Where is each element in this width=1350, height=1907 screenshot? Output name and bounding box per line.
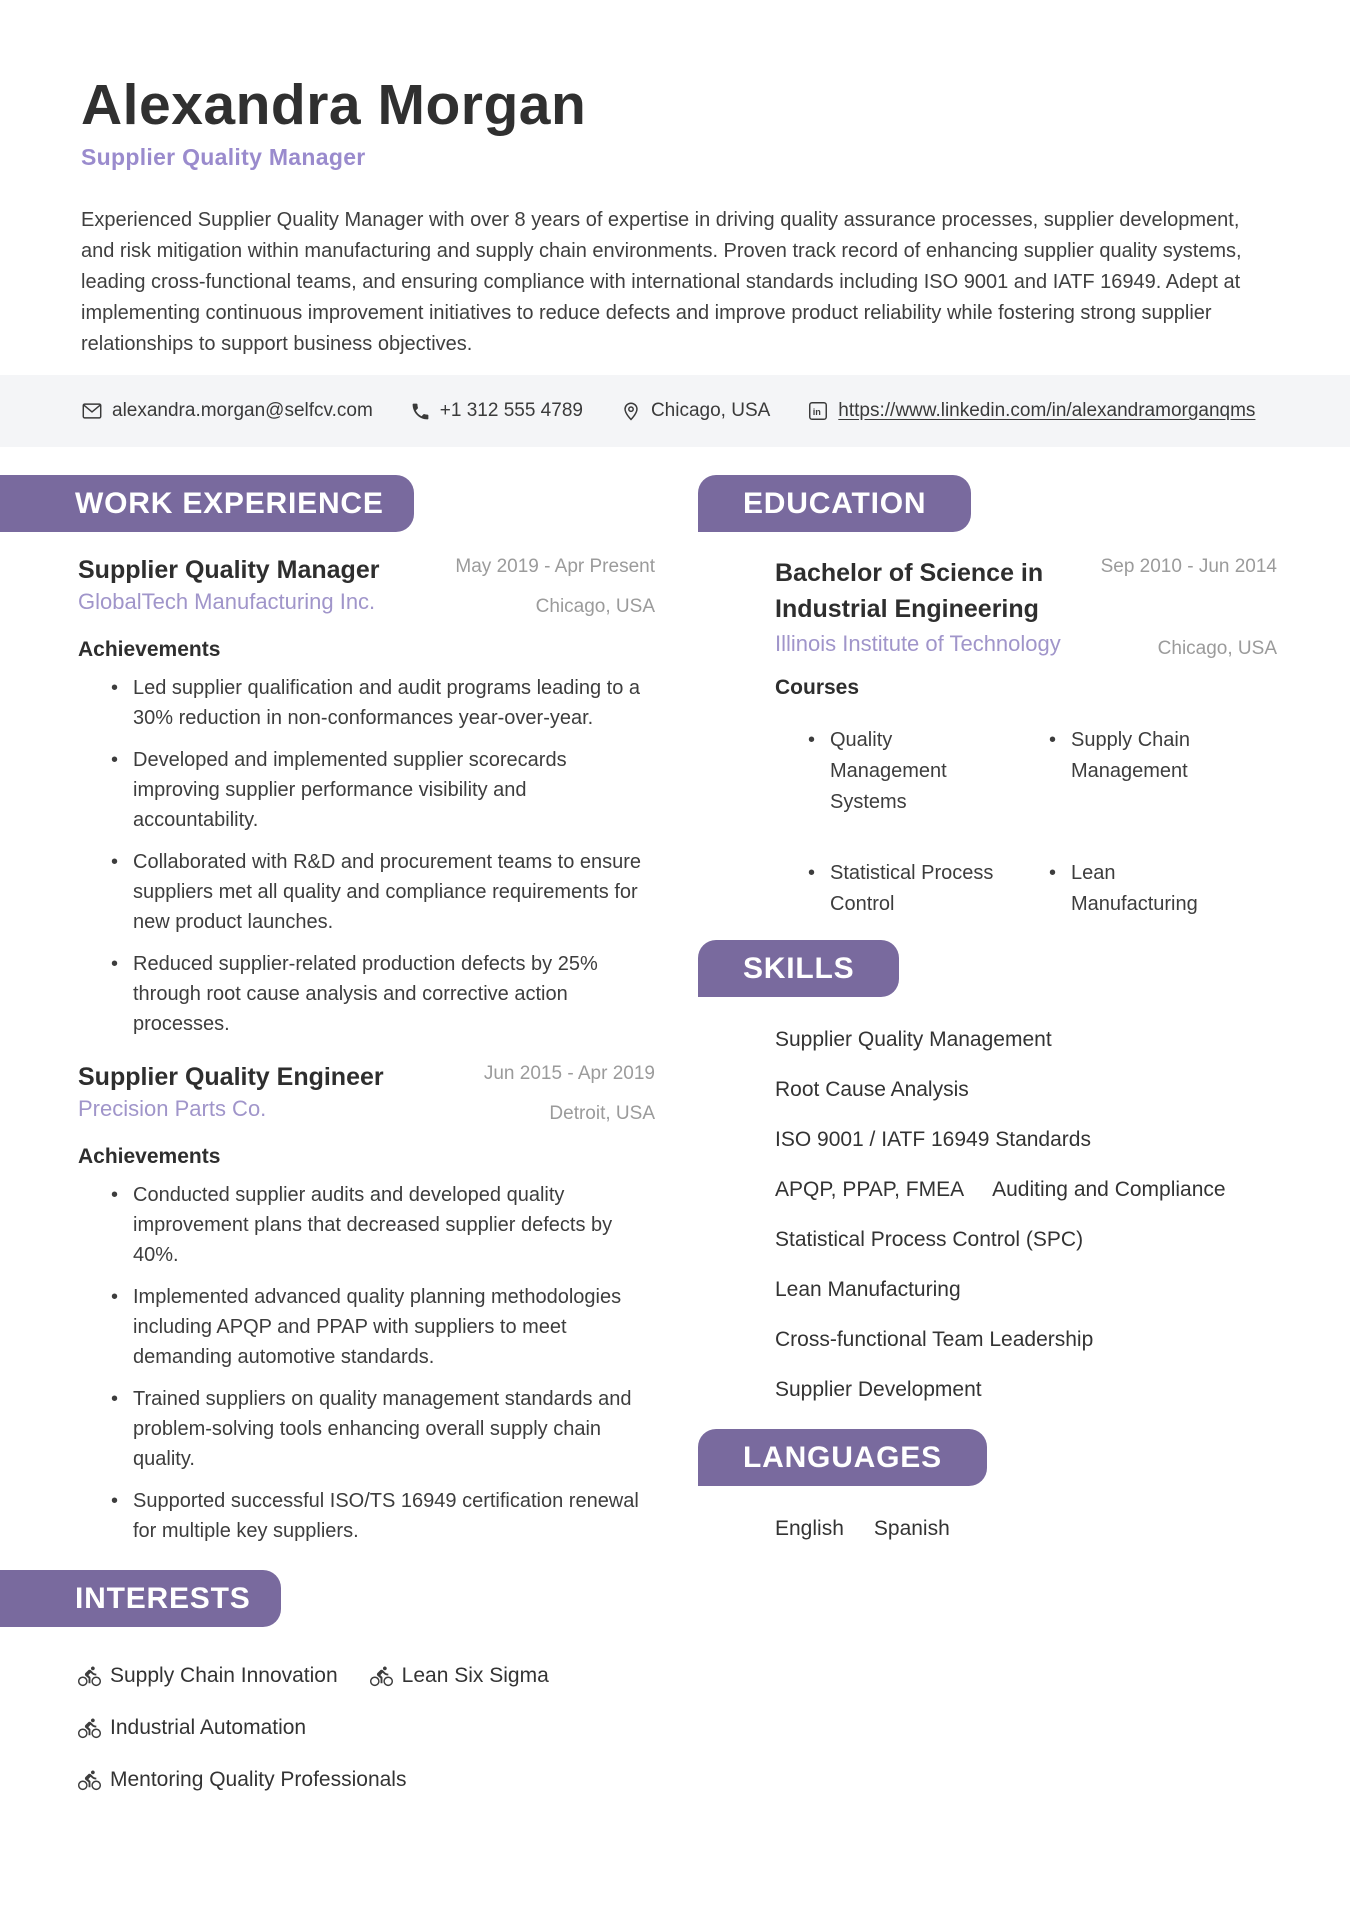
jobs	[0, 555, 655, 1546]
job-dates: Jun 2015 - Apr 2019	[483, 1063, 655, 1085]
skill-item: ISO 9001 / IATF 16949 Standards	[775, 1128, 1091, 1152]
job-meta	[455, 555, 655, 619]
map-pin-icon	[620, 400, 642, 422]
skill-row	[775, 1027, 1277, 1053]
person-name: Alexandra Morgan	[81, 73, 587, 137]
phone-icon	[410, 401, 431, 422]
skill-item: Auditing and Compliance	[992, 1178, 1226, 1202]
skill-item: Supplier Quality Management	[775, 1028, 1052, 1052]
contact-linkedin	[807, 400, 1255, 422]
cyclist-icon	[370, 1665, 393, 1688]
achievement-item: • Implemented advanced quality planning methodologies including APQP and PPAP with suppliers to meet demanding automotive standards.	[111, 1282, 655, 1372]
job-entry	[78, 1062, 655, 1546]
contact-email	[81, 400, 373, 422]
achievement-item: • Collaborated with R&D and procurement teams to ensure suppliers met all quality and compliance requirements for new product launches.	[111, 847, 655, 937]
skill-row	[775, 1227, 1277, 1253]
skill-row	[775, 1127, 1277, 1153]
skill-row	[775, 1077, 1277, 1103]
section-title-work-experience: WORK EXPERIENCE	[0, 475, 414, 532]
interest-label: Mentoring Quality Professionals	[110, 1768, 407, 1792]
interest-item	[78, 1715, 306, 1741]
envelope-icon	[81, 400, 103, 422]
course-item: • Supply Chain Management	[1049, 725, 1277, 818]
contact-location	[620, 400, 770, 422]
job-header	[78, 1062, 655, 1126]
section-title-education: EDUCATION	[698, 475, 971, 532]
job-main	[78, 1062, 384, 1126]
skill-item: APQP, PPAP, FMEA	[775, 1178, 965, 1202]
contact-phone-text: +1 312 555 4789	[439, 400, 583, 422]
cyclist-icon	[78, 1717, 101, 1740]
interest-item	[78, 1663, 338, 1689]
achievements-list	[78, 673, 655, 1039]
skills-list	[775, 1027, 1277, 1403]
section-title-skills: SKILLS	[698, 940, 899, 997]
job-company: GlobalTech Manufacturing Inc.	[78, 589, 376, 615]
skill-item: Supplier Development	[775, 1378, 982, 1402]
linkedin-icon	[807, 400, 829, 422]
skill-item: Cross-functional Team Leadership	[775, 1328, 1094, 1352]
job-title: Supplier Quality Engineer	[78, 1063, 384, 1092]
linkedin-link[interactable]: https://www.linkedin.com/in/alexandramorganqms	[838, 400, 1256, 422]
course-item: • Quality Management Systems	[808, 725, 1049, 818]
job-entry	[78, 555, 655, 1039]
cyclist-icon	[78, 1665, 101, 1688]
job-meta	[484, 1062, 655, 1126]
right-column	[698, 475, 1350, 1542]
skill-row	[775, 1177, 1277, 1203]
achievement-item: • Trained suppliers on quality management standards and problem-solving tools enhancing overall supply chain quality.	[111, 1384, 655, 1474]
job-dates: May 2019 - Apr Present	[455, 556, 655, 578]
course-item: • Statistical Process Control	[808, 858, 1049, 920]
job-location: Detroit, USA	[549, 1103, 655, 1125]
achievements-label: Achievements	[78, 1145, 221, 1169]
languages-list	[775, 1516, 1277, 1542]
education-location: Chicago, USA	[1157, 638, 1277, 660]
section-title-languages: LANGUAGES	[698, 1429, 987, 1486]
svg-text:in: in	[813, 407, 822, 418]
interest-item	[78, 1767, 406, 1793]
skill-row	[775, 1377, 1277, 1403]
interest-label: Industrial Automation	[110, 1716, 307, 1740]
interest-label: Lean Six Sigma	[401, 1664, 549, 1688]
section-title-interests: INTERESTS	[0, 1570, 281, 1627]
interest-item	[370, 1663, 549, 1689]
achievement-item: • Reduced supplier-related production defects by 25% through root cause analysis and corrective action processes.	[111, 949, 655, 1039]
contact-bar	[0, 375, 1350, 447]
job-header	[78, 555, 655, 619]
achievement-item: • Conducted supplier audits and developed quality improvement plans that decreased supplier defects by 40%.	[111, 1180, 655, 1270]
person-job-title: Supplier Quality Manager	[81, 144, 366, 171]
education-degree: Bachelor of Science in Industrial Engineering	[775, 559, 1044, 624]
skill-row	[775, 1327, 1277, 1353]
contact-email-text: alexandra.morgan@selfcv.com	[112, 400, 373, 422]
education-entry	[775, 555, 1277, 661]
language-item: Spanish	[873, 1517, 950, 1541]
resume-header	[0, 0, 1350, 360]
achievements-list	[78, 1180, 655, 1546]
achievement-item: • Led supplier qualification and audit programs leading to a 30% reduction in non-conformances year-over-year.	[111, 673, 655, 733]
education-meta	[1101, 555, 1277, 661]
courses-list	[775, 725, 1277, 920]
left-column	[0, 475, 655, 1793]
skill-item: Statistical Process Control (SPC)	[775, 1228, 1084, 1252]
interests-list	[78, 1663, 598, 1793]
job-location: Chicago, USA	[535, 596, 655, 618]
interest-label: Supply Chain Innovation	[110, 1664, 338, 1688]
education-main	[775, 555, 1085, 661]
profile-summary: Experienced Supplier Quality Manager with over 8 years of expertise in driving quality assurance processes, supplier development, and risk mitigation within manufacturing and supply chain environments. Proven track record of enhancing supplier quality systems, leading cross-functional teams, and ensuring compliance with international standards including ISO 9001 and IATF 16949. Adept at implementing continuous improvement initiatives to reduce defects and improve product reliability while fostering strong supplier relationships to support business objectives.	[81, 209, 1242, 356]
job-title: Supplier Quality Manager	[78, 556, 380, 585]
skill-item: Root Cause Analysis	[775, 1078, 969, 1102]
job-company: Precision Parts Co.	[78, 1096, 267, 1122]
skill-row	[775, 1277, 1277, 1303]
cyclist-icon	[78, 1769, 101, 1792]
language-item: English	[775, 1517, 844, 1541]
achievement-item: • Developed and implemented supplier scorecards improving supplier performance visibility and accountability.	[111, 745, 655, 835]
contact-phone	[410, 400, 583, 422]
education-school: Illinois Institute of Technology	[775, 631, 1061, 657]
contact-location-text: Chicago, USA	[650, 400, 771, 422]
skill-item: Lean Manufacturing	[775, 1278, 961, 1302]
resume-body	[0, 475, 1350, 1793]
job-main	[78, 555, 379, 619]
education-dates: Sep 2010 - Jun 2014	[1100, 556, 1277, 578]
achievements-label: Achievements	[78, 638, 221, 662]
achievement-item: • Supported successful ISO/TS 16949 certification renewal for multiple key suppliers.	[111, 1486, 655, 1546]
course-item: • Lean Manufacturing	[1049, 858, 1277, 920]
courses-label: Courses	[775, 676, 860, 700]
